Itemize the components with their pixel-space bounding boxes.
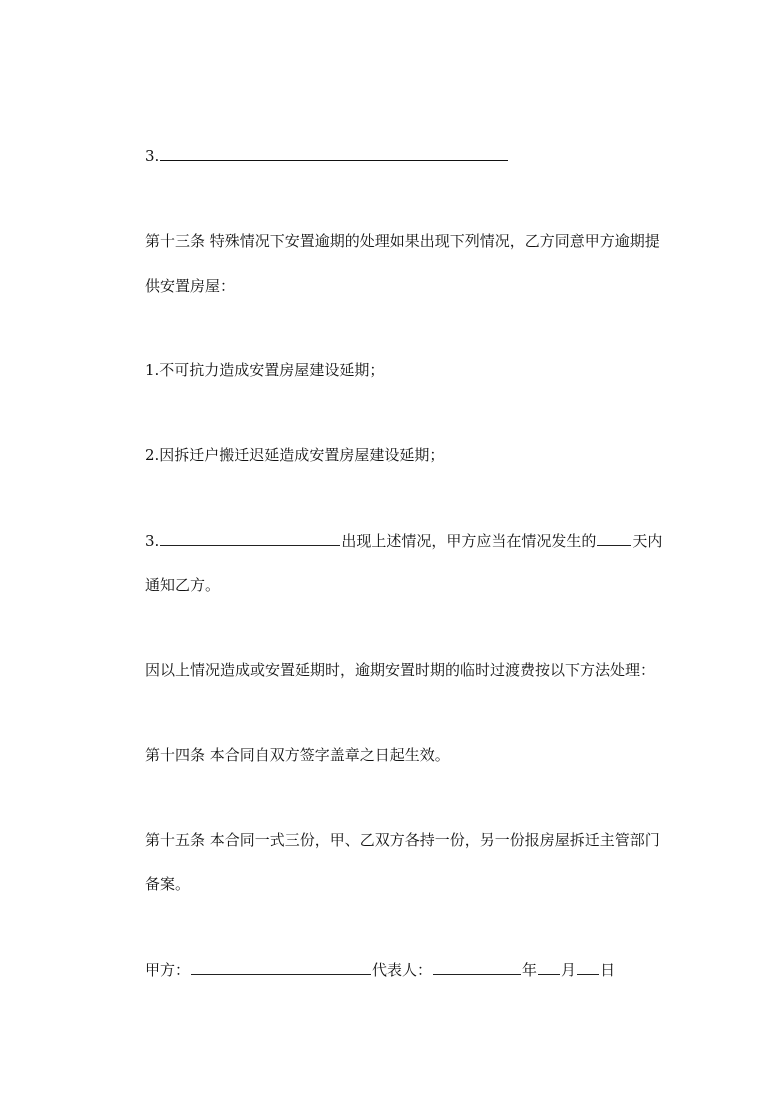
blank-line bbox=[160, 531, 340, 546]
blank-line bbox=[538, 960, 560, 975]
item-3-tail: 天内 bbox=[632, 532, 663, 550]
year-label: 年 bbox=[522, 961, 538, 979]
blank-line bbox=[597, 531, 631, 546]
article-13-line-2: 供安置房屋： bbox=[145, 277, 236, 295]
blank-line bbox=[160, 146, 508, 161]
article-13-line-1: 第十三条 特殊情况下安置逾期的处理如果出现下列情况，乙方同意甲方逾期提 bbox=[145, 232, 660, 250]
blank-line bbox=[191, 960, 371, 975]
article-15-line-2: 备案。 bbox=[145, 875, 191, 893]
signature-line bbox=[145, 960, 615, 980]
item-3-line-2: 通知乙方。 bbox=[145, 576, 221, 594]
blank-line bbox=[577, 960, 599, 975]
item-3-top-prefix: 3. bbox=[145, 147, 160, 165]
item-1: 1.不可抗力造成安置房屋建设延期； bbox=[145, 361, 385, 379]
item-3-mid: 出现上述情况，甲方应当在情况发生的 bbox=[341, 532, 597, 550]
month-label: 月 bbox=[561, 961, 577, 979]
item-2: 2.因拆迁户搬迁迟延造成安置房屋建设延期； bbox=[145, 446, 445, 464]
representative-label: 代表人： bbox=[372, 961, 433, 979]
item-3-top bbox=[145, 146, 509, 166]
item-3-prefix: 3. bbox=[145, 532, 160, 550]
item-3 bbox=[145, 531, 662, 551]
blank-line bbox=[433, 960, 521, 975]
day-label: 日 bbox=[600, 961, 616, 979]
article-14: 第十四条 本合同自双方签字盖章之日起生效。 bbox=[145, 746, 450, 764]
transition-fee-paragraph: 因以上情况造成或安置延期时，逾期安置时期的临时过渡费按以下方法处理： bbox=[145, 661, 656, 679]
article-15-line-1: 第十五条 本合同一式三份，甲、乙双方各持一份，另一份报房屋拆迁主管部门 bbox=[145, 831, 660, 849]
party-a-label: 甲方： bbox=[145, 961, 191, 979]
